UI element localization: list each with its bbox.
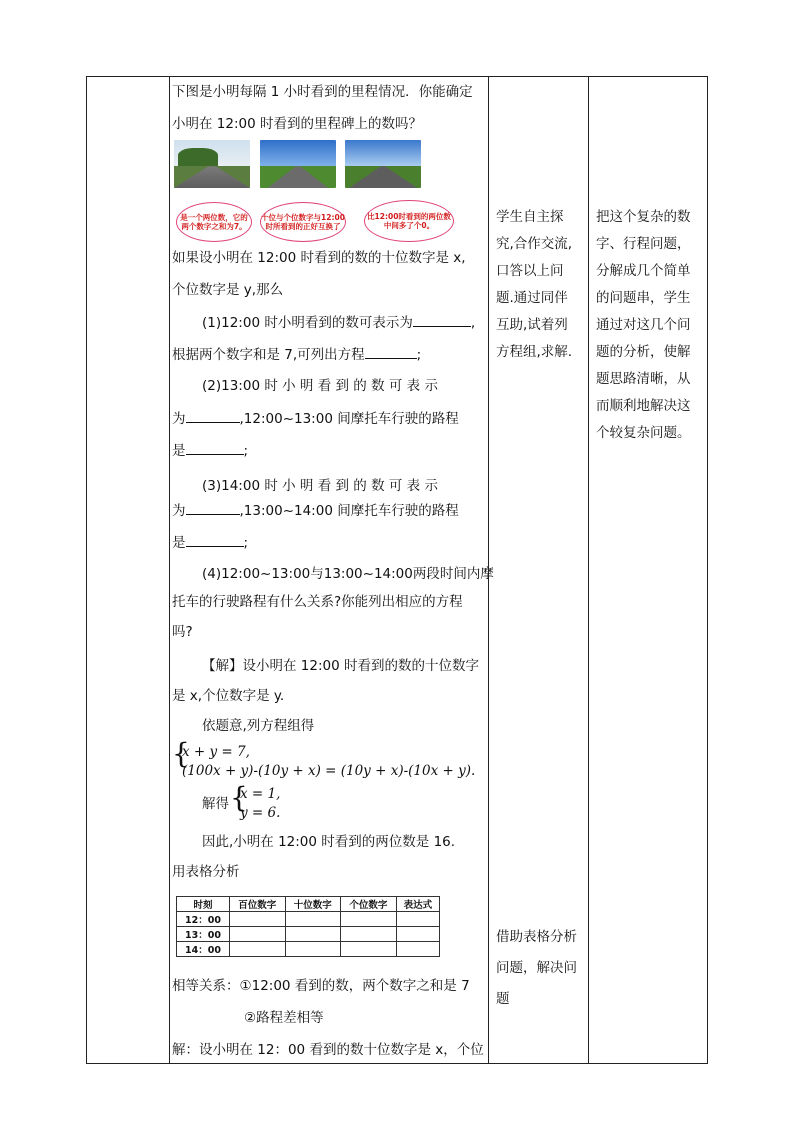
intro-line-1: 下图是小明每隔 1 小时看到的里程情况．你能确定: [172, 84, 473, 100]
question-2c: 是 ;: [172, 440, 248, 461]
question-4b: 托车的行驶路程有什么关系?你能列出相应的方程: [172, 594, 463, 610]
solution-y: y = 6.: [240, 805, 281, 821]
question-3b: 为 ,13:00~14:00 间摩托车行驶的路程: [172, 500, 459, 521]
relation-line-3: 解：设小明在 12：00 看到的数十位数字是 x，个位: [172, 1042, 484, 1058]
header-tens: 十位数字: [285, 897, 341, 912]
intro-line-2: 小明在 12:00 时看到的里程碑上的数吗？: [172, 116, 422, 132]
thought-bubble-2: 十位与个位数字与12:00时所看到的正好互换了: [260, 202, 346, 242]
solution-line-3: 依题意,列方程组得: [202, 718, 315, 734]
intent-line: 把这个复杂的数: [596, 209, 691, 225]
question-4a: (4)12:00~13:00与13:00~14:00两段时间内摩: [202, 566, 494, 582]
question-3a: (3)14:00 时 小 明 看 到 的 数 可 表 示: [202, 478, 438, 494]
student-activity-bottom: [496, 922, 577, 1015]
table-row: [177, 927, 440, 942]
equation-1: x + y = 7,: [182, 744, 250, 760]
road-photo-2: [260, 140, 336, 188]
relation-line-1: 相等关系：①12:00 看到的数，两个数字之和是 7: [172, 978, 470, 994]
intent-line: 个较复杂问题。: [596, 425, 691, 441]
intent-line: 题思路清晰，从: [596, 371, 691, 387]
table-row: [177, 942, 440, 957]
intent-line: 而顺利地解决这: [596, 398, 691, 414]
question-2a: (2)13:00 时 小 明 看 到 的 数 可 表 示: [202, 378, 438, 394]
row-time: 13：00: [177, 927, 230, 942]
solution-x: x = 1,: [240, 786, 281, 802]
milestone-photos: [174, 140, 424, 190]
column-divider: [588, 76, 589, 1064]
student-line: 方程组,求解.: [496, 344, 573, 360]
table-row: [177, 912, 440, 927]
header-time: 时刻: [177, 897, 230, 912]
thought-bubble-3: 比12:00时看到的两位数中间多了个0。: [364, 200, 454, 242]
design-intent-column: [596, 204, 691, 447]
student-line: 究,合作交流,: [496, 236, 573, 252]
relation-line-2: ②路程差相等: [244, 1010, 324, 1026]
solution-line-1: 【解】设小明在 12:00 时看到的数的十位数字: [202, 658, 479, 674]
setup-line-1: 如果设小明在 12:00 时看到的数的十位数字是 x,: [172, 250, 466, 266]
header-expression: 表达式: [396, 897, 439, 912]
intent-line: 题的分析，使解: [596, 344, 691, 360]
setup-line-2: 个位数字是 y,那么: [172, 282, 284, 298]
question-2b: 为 ,12:00~13:00 间摩托车行驶的路程: [172, 408, 459, 429]
intent-line: 的问题串，学生: [596, 290, 691, 306]
student-activity-top: [496, 204, 572, 366]
table-intro: 用表格分析: [172, 864, 240, 880]
student-line: 题: [496, 991, 510, 1007]
row-time: 12：00: [177, 912, 230, 927]
analysis-table: [176, 896, 440, 957]
equation-2: (100x + y)-(10y + x) = (10y + x)-(10x + y).: [182, 763, 476, 779]
question-3c: 是 ;: [172, 532, 248, 553]
student-line: 借助表格分析: [496, 929, 577, 945]
student-line: 口答以上问: [496, 263, 564, 279]
equation-brace: {: [172, 737, 190, 770]
road-photo-3: [345, 140, 421, 188]
road-photo-1: [174, 140, 250, 188]
solution-brace: {: [230, 781, 248, 814]
header-hundreds: 百位数字: [229, 897, 285, 912]
analysis-table-header: [177, 897, 440, 912]
intent-line: 通过对这几个问: [596, 317, 691, 333]
intent-line: 字、行程问题，: [596, 236, 691, 252]
student-line: 学生自主探: [496, 209, 564, 225]
question-4c: 吗?: [172, 624, 193, 640]
student-line: 题.通过同伴: [496, 290, 568, 306]
question-1b: 根据两个数字和是 7,可列出方程 ;: [172, 344, 421, 365]
column-divider: [169, 76, 170, 1064]
intent-line: 分解成几个简单: [596, 263, 691, 279]
header-ones: 个位数字: [341, 897, 397, 912]
thought-bubble-1: 是一个两位数，它的两个数字之和为7。: [176, 202, 252, 242]
question-1a: (1)12:00 时小明看到的数可表示为 ,: [172, 312, 475, 333]
solution-line-2: 是 x,个位数字是 y.: [172, 688, 285, 704]
conclusion: 因此,小明在 12:00 时看到的两位数是 16.: [202, 834, 456, 850]
student-line: 问题，解决问: [496, 960, 577, 976]
row-time: 14：00: [177, 942, 230, 957]
solve-label: 解得: [202, 796, 229, 812]
student-line: 互助,试着列: [496, 317, 568, 333]
